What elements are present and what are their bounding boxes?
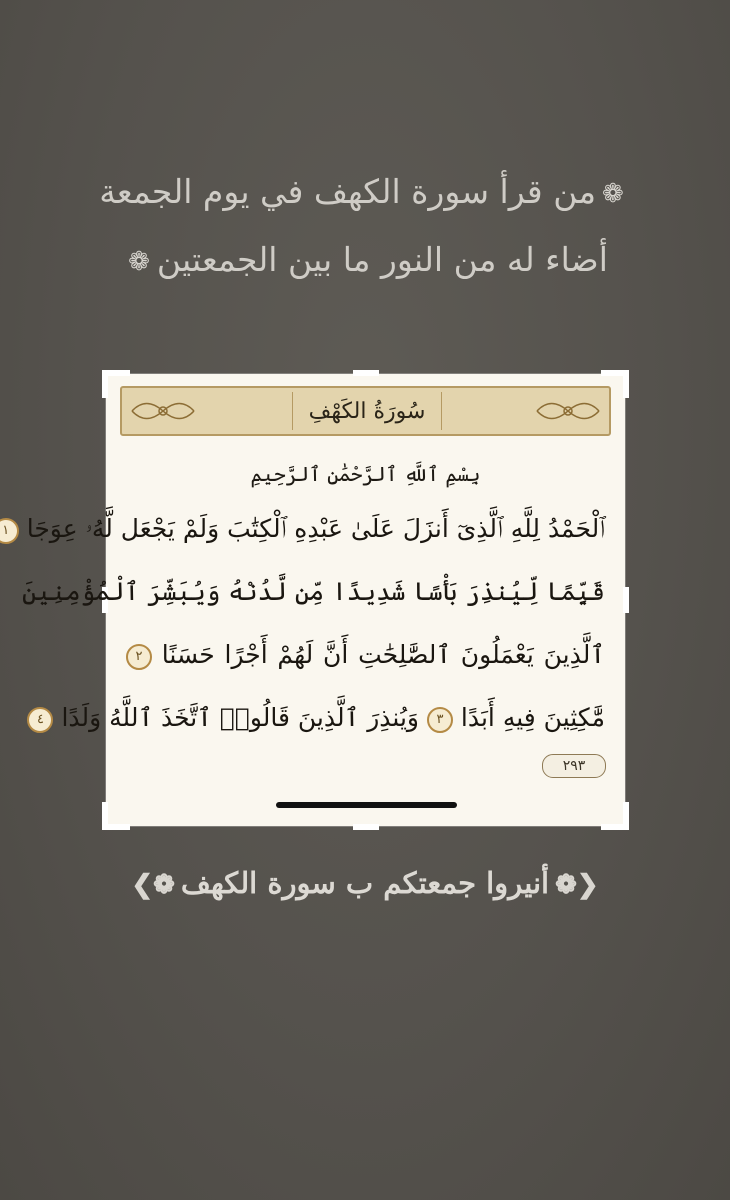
- verse-line-2: [22, 577, 605, 606]
- quran-page-screenshot[interactable]: [2, 374, 625, 826]
- page-number: ٢٩٣: [542, 754, 606, 778]
- quote-line-1-text: من قرأ سورة الكهف في يوم الجمعة: [99, 172, 596, 211]
- home-indicator[interactable]: [276, 802, 457, 808]
- quote-line-1: [60, 172, 670, 211]
- verse-text: قَيِّمًا لِّيُنذِرَ بَأْسًا شَدِيدًا مِّن لَّدُنْهُ وَيُبَشِّرَ ٱلْمُؤْمِنِينَ: [22, 577, 605, 606]
- verse-text: مَّٰكِثِينَ فِيهِ أَبَدًا: [460, 703, 605, 732]
- verse-line-1: [2, 514, 605, 544]
- verse-number-marker: ٤: [27, 707, 53, 733]
- crop-handle-bottom[interactable]: [353, 824, 379, 830]
- verse-text: وَيُنذِرَ ٱلَّذِينَ قَالُوا۟ ٱتَّخَذَ ٱللَّهُ وَلَدًا: [61, 703, 419, 732]
- crop-handle-bottom-right[interactable]: [601, 802, 629, 830]
- basmala: بِسْمِ ٱللَّهِ ٱلرَّحْمَٰنِ ٱلرَّحِيمِ: [250, 462, 481, 486]
- verse-text: ٱلْحَمْدُ لِلَّهِ ٱلَّذِىٓ أَنزَلَ عَلَىٰ عَبْدِهِ ٱلْكِتَٰبَ وَلَمْ يَجْعَل لَّهُۥ عِوَجَا: [26, 514, 605, 543]
- surah-title: سُورَةُ الكَهْفِ: [292, 392, 442, 430]
- verse-line-4: [37, 703, 605, 733]
- surah-header-banner: [120, 386, 611, 436]
- flower-ornament-icon: ❁: [128, 247, 151, 277]
- verse-number-marker: ٣: [427, 707, 453, 733]
- verse-number-marker: ٢: [126, 644, 152, 670]
- crop-handle-right[interactable]: [623, 587, 629, 613]
- footer-caption: [80, 866, 650, 900]
- quote-line-2: [60, 240, 670, 279]
- verse-text: ٱلَّذِينَ يَعْمَلُونَ ٱلصَّٰلِحَٰتِ أَنَّ لَهُمْ أَجْرًا حَسَنًا: [161, 640, 605, 669]
- crop-handle-bottom-left[interactable]: [102, 802, 130, 830]
- arabesque-ornament-icon: [533, 394, 603, 428]
- quote-line-2-text: أضاء له من النور ما بين الجمعتين: [156, 240, 608, 279]
- footer-text: أنيروا جمعتكم ب سورة الكهف: [180, 866, 550, 900]
- bracket-ornament-icon: ❮❁: [555, 870, 599, 900]
- verse-number-marker: ١: [0, 518, 19, 544]
- crop-handle-top[interactable]: [353, 370, 379, 376]
- verse-line-3: [126, 640, 605, 670]
- bracket-ornament-icon: ❁❯: [131, 870, 175, 900]
- flower-ornament-icon: ❁: [602, 179, 625, 209]
- arabesque-ornament-icon: [128, 394, 198, 428]
